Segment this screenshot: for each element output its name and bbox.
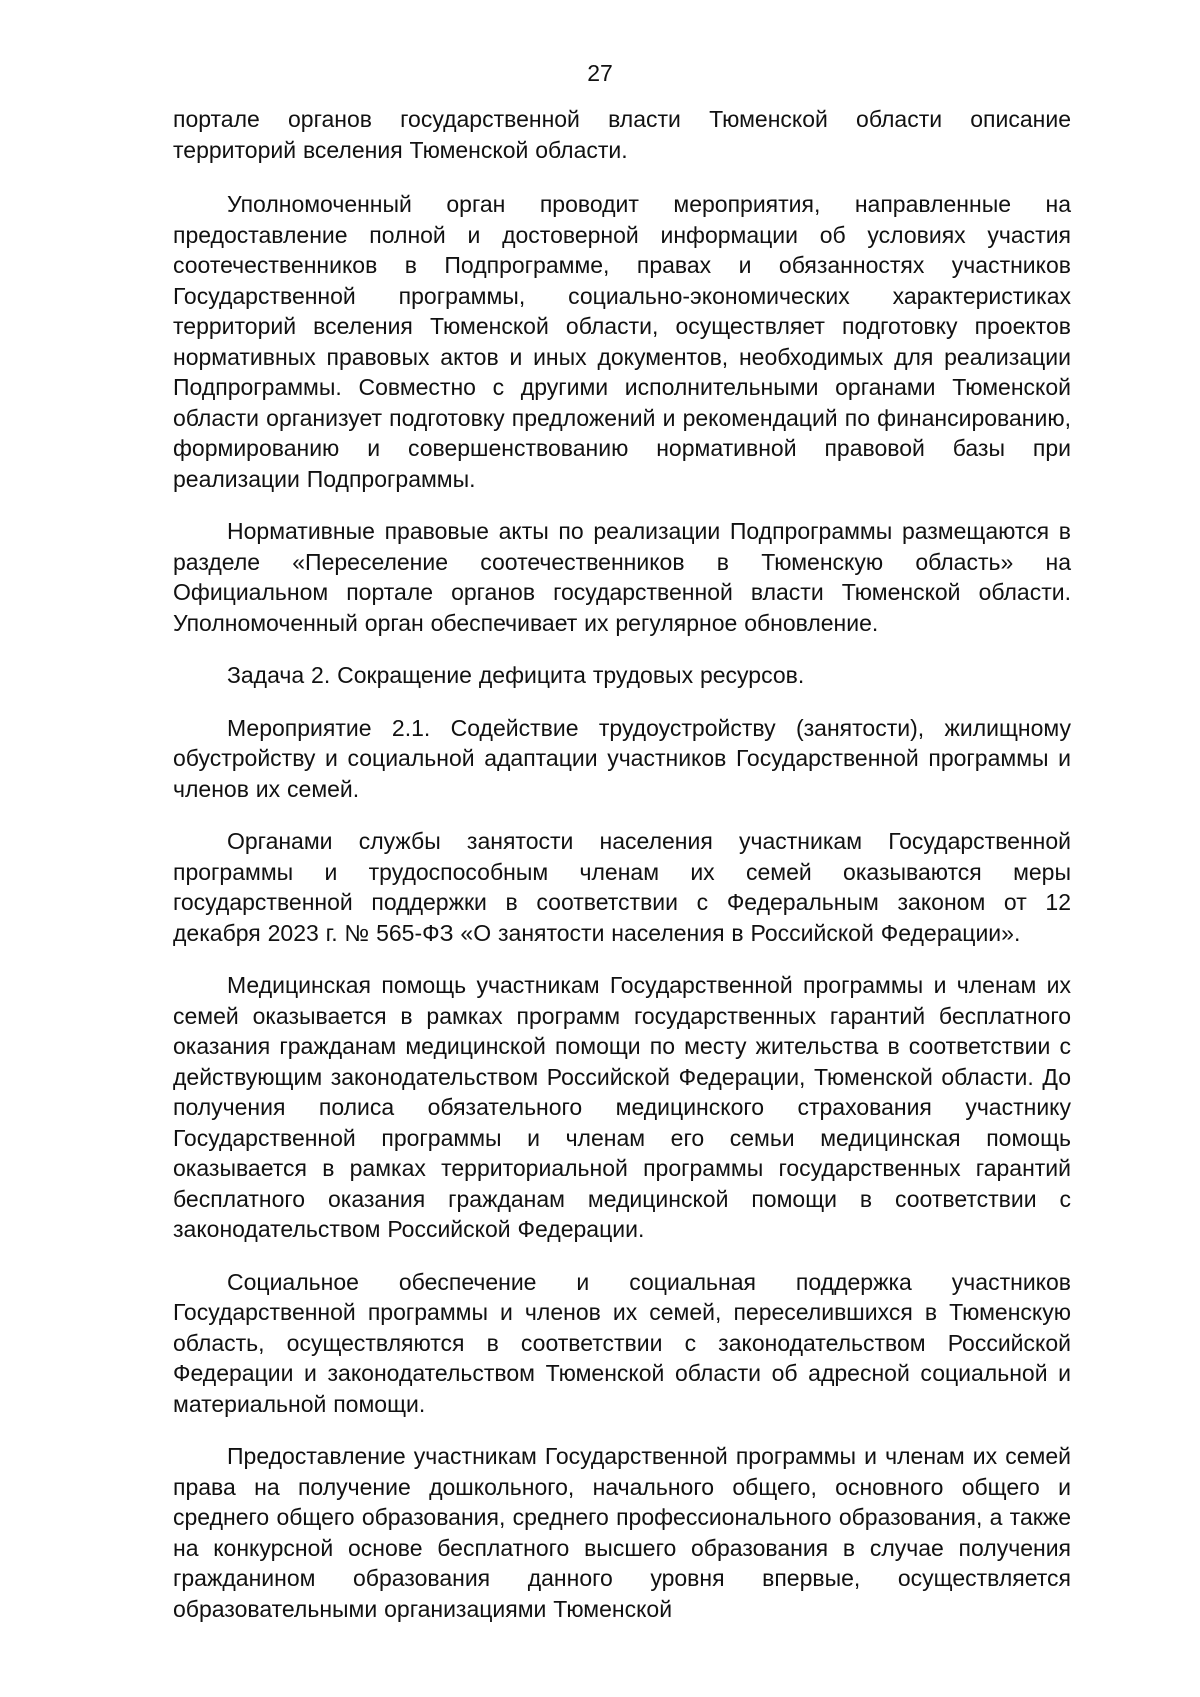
page-number: 27 bbox=[587, 60, 613, 86]
paragraph-measure-2-1-heading: Мероприятие 2.1. Содействие трудоустройству (занятости), жилищному обустройству и социальной адаптации участников Государственной программы и членов их семей. bbox=[173, 714, 1071, 802]
paragraph-education-rights: Предоставление участникам Государственной программы и членам их семей права на получение дошкольного, начального общего, основного общего и среднего общего образования, среднего профессионального образования, а также на конкурсной основе бесплатного высшего образования в случае получения гражданином образования данного уровня впервые, осуществляется образовательными организациями Тюменской bbox=[173, 1443, 1071, 1622]
paragraph-continuation: портале органов государственной власти Тюменской области описание территорий вселения Тюменской области. bbox=[173, 106, 1071, 163]
paragraph-social-support: Социальное обеспечение и социальная поддержка участников Государственной программы и членов их семей, переселившихся в Тюменскую область, осуществляются в соответствии с законодательством Российской Федерации и законодательством Тюменской области об адресной социальной и материальной помощи. bbox=[173, 1268, 1071, 1417]
paragraph-authorized-body-activities: Уполномоченный орган проводит мероприятия, направленные на предоставление полной и достоверной информации об условиях участия соотечественников в Подпрограмме, правах и обязанностях участников Государственной программы, социально-экономических характеристиках территорий вселения Тюменской области, осуществляет подготовку проектов нормативных правовых актов и иных документов, необходимых для реализации Подпрограммы. Совместно с другими исполнительными органами Тюменской области организует подготовку предложений и рекомендаций по финансированию, формированию и совершенствованию нормативной правовой базы при реализации Подпрограммы. bbox=[173, 191, 1071, 492]
paragraph-employment-support: Органами службы занятости населения участникам Государственной программы и трудоспособным членам их семей оказываются меры государственной поддержки в соответствии с Федеральным законом от 12 декабря 2023 г. № 565-ФЗ «О занятости населения в Российской Федерации». bbox=[173, 828, 1071, 946]
paragraph-medical-assistance: Медицинская помощь участникам Государственной программы и членам их семей оказывается в рамках программ государственных гарантий бесплатного оказания гражданам медицинской помощи по месту жительства в соответствии с действующим законодательством Российской Федерации, Тюменской области. До получения полиса обязательного медицинского страхования участнику Государственной программы и членам его семьи медицинская помощь оказывается в рамках территориальной программы государственных гарантий бесплатного оказания гражданам медицинской помощи в соответствии с законодательством Российской Федерации. bbox=[173, 972, 1071, 1242]
paragraph-normative-acts-publication: Нормативные правовые акты по реализации Подпрограммы размещаются в разделе «Переселение соотечественников в Тюменскую область» на Официальном портале органов государственной власти Тюменской области. Уполномоченный орган обеспечивает их регулярное обновление. bbox=[173, 518, 1071, 636]
paragraph-task-2-heading: Задача 2. Сокращение дефицита трудовых ресурсов. bbox=[227, 662, 805, 688]
document-body bbox=[173, 104, 1071, 1646]
